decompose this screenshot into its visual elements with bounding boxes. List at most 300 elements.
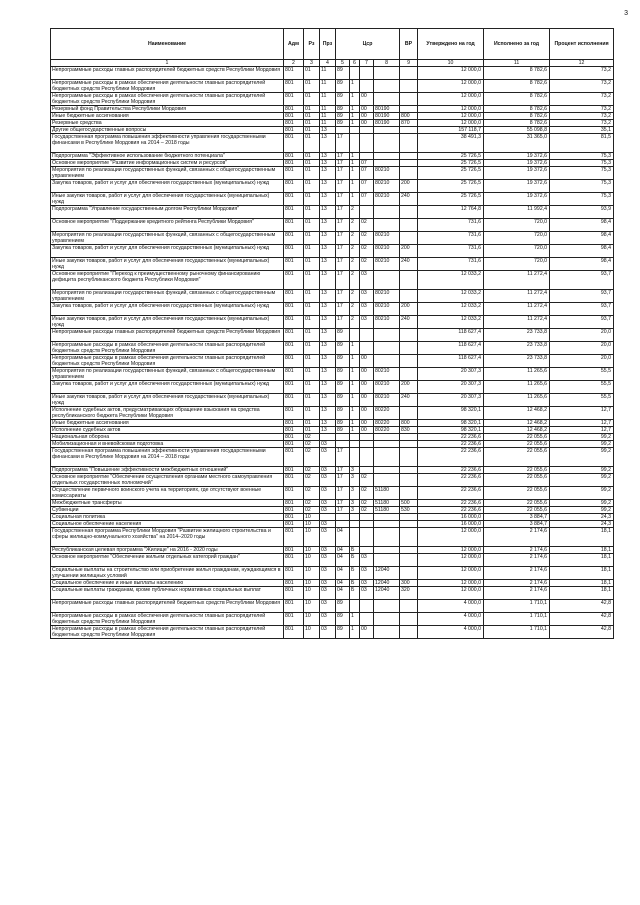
cell-adm: 801 [284, 180, 304, 193]
cell-csr-4 [374, 355, 400, 368]
cell-vr: 240 [400, 394, 418, 407]
table-row [51, 567, 614, 580]
cell-csr-3: 02 [360, 487, 374, 500]
cell-csr-2: 2 [350, 206, 360, 219]
cell-csr-4 [374, 127, 400, 134]
cell-prz: 03 [320, 500, 336, 507]
table-row [51, 407, 614, 420]
cell-approved: 4 000,0 [418, 626, 484, 639]
cell-percent: 24,3 [550, 521, 614, 528]
cell-name: Мероприятия по реализации государственных функций, связанных с общегосударственным управлением [51, 290, 284, 303]
cell-percent: 73,2 [550, 93, 614, 106]
cell-adm: 801 [284, 500, 304, 507]
cell-executed: 1 710,1 [484, 613, 550, 626]
cell-vr [400, 528, 418, 547]
cell-approved: 12 000,0 [418, 80, 484, 93]
cell-rz: 10 [304, 528, 320, 547]
cell-percent: 20,0 [550, 342, 614, 355]
cell-executed: 1 710,1 [484, 600, 550, 613]
cell-csr-1: 89 [336, 427, 350, 434]
cell-name: Национальная оборона [51, 434, 284, 441]
cell-csr-4: 80210 [374, 303, 400, 316]
cell-prz: 13 [320, 329, 336, 342]
cell-prz: 13 [320, 219, 336, 232]
cell-percent: 18,1 [550, 567, 614, 580]
cell-rz: 10 [304, 613, 320, 626]
header-vr: ВР [400, 29, 418, 60]
cell-approved: 25 726,5 [418, 160, 484, 167]
cell-name: Основное мероприятие "Переход к преимущественному рыночному финансированию дефицита республиканского бюджета Республики Мордовия" [51, 271, 284, 290]
cell-approved: 12 000,0 [418, 567, 484, 580]
cell-csr-3: 00 [360, 394, 374, 407]
cell-name: Закупка товаров, работ и услуг для обеспечения государственных (муниципальных) нужд [51, 303, 284, 316]
cell-vr [400, 127, 418, 134]
cell-percent: 42,8 [550, 600, 614, 613]
table-row [51, 120, 614, 127]
cell-rz: 02 [304, 467, 320, 474]
cell-csr-2: Б [350, 587, 360, 600]
table-row [51, 271, 614, 290]
cell-csr-1: 89 [336, 381, 350, 394]
cell-percent: 20,0 [550, 329, 614, 342]
table-row [51, 258, 614, 271]
cell-adm: 801 [284, 420, 304, 427]
cell-rz: 01 [304, 93, 320, 106]
cell-csr-2: 1 [350, 420, 360, 427]
cell-name: Осуществление первичного воинского учета на территориях, где отсутствуют военные комиссариаты [51, 487, 284, 500]
cell-prz: 03 [320, 613, 336, 626]
cell-executed: 22 055,6 [484, 507, 550, 514]
cell-name: Основное мероприятие "Поддержание кредитного рейтинга Республики Мордовия" [51, 219, 284, 232]
cell-rz: 10 [304, 580, 320, 587]
cell-prz: 03 [320, 448, 336, 467]
cell-csr-1: 17 [336, 271, 350, 290]
cell-csr-1 [336, 521, 350, 528]
table-row [51, 160, 614, 167]
cell-executed: 11 272,4 [484, 316, 550, 329]
cell-csr-4 [374, 219, 400, 232]
cell-percent: 12,7 [550, 407, 614, 420]
cell-approved: 22 236,6 [418, 507, 484, 514]
cell-csr-2: 1 [350, 427, 360, 434]
cell-csr-1: 89 [336, 355, 350, 368]
table-row [51, 303, 614, 316]
cell-name: Иные закупки товаров, работ и услуг для обеспечения государственных (муниципальных) нужд [51, 193, 284, 206]
cell-percent: 98,4 [550, 219, 614, 232]
cell-csr-4 [374, 434, 400, 441]
cell-csr-3 [360, 329, 374, 342]
cell-csr-4 [374, 600, 400, 613]
cell-vr [400, 106, 418, 113]
cell-csr-1: 17 [336, 258, 350, 271]
cell-adm: 801 [284, 303, 304, 316]
cell-csr-2: 1 [350, 153, 360, 160]
cell-prz: 03 [320, 487, 336, 500]
cell-vr [400, 521, 418, 528]
cell-prz: 13 [320, 355, 336, 368]
cell-executed: 2 174,6 [484, 554, 550, 567]
cell-vr: 800 [400, 113, 418, 120]
cell-percent: 75,3 [550, 180, 614, 193]
cell-csr-2: 1 [350, 80, 360, 93]
cell-percent: 99,2 [550, 467, 614, 474]
cell-csr-4 [374, 271, 400, 290]
cell-csr-4 [374, 448, 400, 467]
cell-csr-2: 2 [350, 316, 360, 329]
cell-csr-4: 80220 [374, 427, 400, 434]
cell-name: Мероприятия по реализации государственных функций, связанных с общегосударственным управлением [51, 232, 284, 245]
cell-rz: 10 [304, 547, 320, 554]
cell-rz: 10 [304, 600, 320, 613]
cell-executed: 19 372,6 [484, 153, 550, 160]
cell-executed: 22 055,6 [484, 500, 550, 507]
cell-percent: 35,1 [550, 127, 614, 134]
cell-csr-2: 3 [350, 507, 360, 514]
cell-csr-1: 04 [336, 547, 350, 554]
cell-csr-2: 1 [350, 93, 360, 106]
cell-rz: 10 [304, 567, 320, 580]
cell-approved: 12 000,0 [418, 587, 484, 600]
cell-csr-3 [360, 67, 374, 80]
table-row [51, 394, 614, 407]
cell-approved: 118 627,4 [418, 329, 484, 342]
cell-csr-1 [336, 441, 350, 448]
cell-csr-2 [350, 67, 360, 80]
cell-prz: 13 [320, 245, 336, 258]
cell-executed: 11 265,6 [484, 368, 550, 381]
cell-percent: 98,4 [550, 258, 614, 271]
cell-csr-4 [374, 474, 400, 487]
cell-csr-2 [350, 441, 360, 448]
cell-approved: 731,6 [418, 232, 484, 245]
cell-executed: 720,0 [484, 258, 550, 271]
cell-rz: 01 [304, 232, 320, 245]
cell-csr-1: 04 [336, 567, 350, 580]
cell-csr-4: 80210 [374, 232, 400, 245]
table-row [51, 193, 614, 206]
header-executed: Исполнено за год [484, 29, 550, 60]
cell-csr-4 [374, 514, 400, 521]
cell-adm: 801 [284, 467, 304, 474]
cell-adm: 801 [284, 474, 304, 487]
cell-adm: 801 [284, 528, 304, 547]
cell-approved: 22 236,6 [418, 434, 484, 441]
cell-prz: 13 [320, 420, 336, 427]
cell-csr-3 [360, 80, 374, 93]
cell-csr-4 [374, 93, 400, 106]
cell-csr-2: 1 [350, 368, 360, 381]
cell-percent: 73,2 [550, 113, 614, 120]
table-row [51, 434, 614, 441]
cell-rz: 02 [304, 507, 320, 514]
cell-csr-1: 89 [336, 106, 350, 113]
cell-csr-2 [350, 448, 360, 467]
cell-csr-4: 51180 [374, 500, 400, 507]
cell-name: Социальная политика [51, 514, 284, 521]
cell-approved: 12 000,0 [418, 580, 484, 587]
cell-percent: 12,7 [550, 427, 614, 434]
cell-csr-2: 1 [350, 613, 360, 626]
cell-name: Непрограммные расходы в рамках обеспечения деятельности главных распорядителей бюджетных средств Республики Мордовия [51, 342, 284, 355]
cell-name: Исполнение судебных актов [51, 427, 284, 434]
cell-prz: 13 [320, 180, 336, 193]
cell-name: Непрограммные расходы в рамках обеспечения деятельности главных распорядителей бюджетных средств Республики Мордовия [51, 80, 284, 93]
cell-vr [400, 160, 418, 167]
cell-adm: 801 [284, 626, 304, 639]
cell-prz: 13 [320, 153, 336, 160]
table-row [51, 153, 614, 160]
cell-csr-2: 2 [350, 290, 360, 303]
cell-csr-3: 00 [360, 355, 374, 368]
cell-adm: 801 [284, 448, 304, 467]
cell-percent: 75,3 [550, 193, 614, 206]
cell-prz: 03 [320, 580, 336, 587]
cell-executed: 22 055,6 [484, 474, 550, 487]
cell-csr-2 [350, 600, 360, 613]
cell-csr-2: Б [350, 567, 360, 580]
cell-csr-3: 02 [360, 219, 374, 232]
cell-approved: 12 000,0 [418, 67, 484, 80]
cell-csr-1: 17 [336, 474, 350, 487]
cell-csr-4 [374, 342, 400, 355]
cell-approved: 4 000,0 [418, 613, 484, 626]
cell-csr-2: 1 [350, 113, 360, 120]
cell-csr-4: 80210 [374, 167, 400, 180]
cell-approved: 118 627,4 [418, 355, 484, 368]
cell-csr-3: 00 [360, 368, 374, 381]
cell-adm: 801 [284, 567, 304, 580]
cell-rz: 01 [304, 420, 320, 427]
column-number-cell: 9 [400, 60, 418, 67]
cell-approved: 98 320,1 [418, 427, 484, 434]
cell-name: Подпрограмма "Эффективное использование бюджетного потенциала" [51, 153, 284, 160]
column-number-row [51, 60, 614, 67]
cell-executed: 19 372,6 [484, 193, 550, 206]
cell-csr-4: 80210 [374, 258, 400, 271]
cell-csr-4 [374, 67, 400, 80]
cell-adm: 801 [284, 381, 304, 394]
cell-csr-4 [374, 441, 400, 448]
cell-rz: 10 [304, 514, 320, 521]
table-row [51, 626, 614, 639]
cell-vr [400, 134, 418, 153]
cell-approved: 4 000,0 [418, 600, 484, 613]
cell-percent: 73,2 [550, 67, 614, 80]
cell-csr-1: 89 [336, 394, 350, 407]
cell-prz: 03 [320, 507, 336, 514]
cell-csr-3: 00 [360, 427, 374, 434]
cell-prz: 11 [320, 93, 336, 106]
cell-csr-4: 80220 [374, 407, 400, 420]
header-prz: Прз [320, 29, 336, 60]
table-row [51, 521, 614, 528]
cell-executed: 22 055,6 [484, 487, 550, 500]
cell-prz: 03 [320, 547, 336, 554]
cell-percent: 73,2 [550, 120, 614, 127]
cell-rz: 01 [304, 394, 320, 407]
cell-executed: 22 055,6 [484, 467, 550, 474]
cell-adm: 801 [284, 134, 304, 153]
cell-executed: 31 365,0 [484, 134, 550, 153]
cell-name: Основное мероприятие "Обеспечение осуществления органами местного самоуправления отдельных государственных полномочий" [51, 474, 284, 487]
table-row [51, 316, 614, 329]
cell-prz: 13 [320, 167, 336, 180]
cell-percent: 73,2 [550, 80, 614, 93]
cell-approved: 12 033,2 [418, 316, 484, 329]
cell-percent: 99,2 [550, 441, 614, 448]
cell-approved: 12 000,0 [418, 528, 484, 547]
cell-rz: 01 [304, 134, 320, 153]
header-approved: Утверждено на год [418, 29, 484, 60]
cell-adm: 801 [284, 113, 304, 120]
cell-percent: 55,5 [550, 368, 614, 381]
cell-csr-1: 89 [336, 80, 350, 93]
cell-rz: 02 [304, 474, 320, 487]
cell-prz: 11 [320, 106, 336, 113]
table-row [51, 448, 614, 467]
cell-percent: 93,9 [550, 206, 614, 219]
cell-csr-3: 00 [360, 626, 374, 639]
cell-vr [400, 474, 418, 487]
cell-name: Закупка товаров, работ и услуг для обеспечения государственных (муниципальных) нужд [51, 381, 284, 394]
cell-approved: 38 491,3 [418, 134, 484, 153]
cell-vr [400, 547, 418, 554]
cell-csr-4 [374, 554, 400, 567]
cell-name: Непрограммные расходы в рамках обеспечения деятельности главных распорядителей бюджетных средств Республики Мордовия [51, 93, 284, 106]
cell-percent: 93,7 [550, 271, 614, 290]
cell-approved: 12 000,0 [418, 554, 484, 567]
header-rz: Рз [304, 29, 320, 60]
cell-name: Закупка товаров, работ и услуг для обеспечения государственных (муниципальных) нужд [51, 180, 284, 193]
table-row [51, 528, 614, 547]
header-row [51, 29, 614, 60]
table-row [51, 474, 614, 487]
cell-vr [400, 487, 418, 500]
cell-rz: 01 [304, 329, 320, 342]
cell-adm: 801 [284, 206, 304, 219]
table-row [51, 427, 614, 434]
cell-executed: 11 272,4 [484, 303, 550, 316]
cell-vr: 240 [400, 258, 418, 271]
cell-executed: 19 372,6 [484, 160, 550, 167]
budget-table-container [50, 28, 613, 639]
cell-csr-3: 07 [360, 180, 374, 193]
cell-name: Социальные выплаты гражданам, кроме публичных нормативных социальных выплат [51, 587, 284, 600]
cell-name: Иные бюджетные ассигнования [51, 113, 284, 120]
cell-csr-1: 17 [336, 507, 350, 514]
cell-name: Исполнение судебных актов, предусматривающих обращение взыскания на средства республиканского бюджета Республики Мордовия [51, 407, 284, 420]
cell-csr-4: 80210 [374, 245, 400, 258]
cell-prz [320, 434, 336, 441]
column-number-cell: 7 [360, 60, 374, 67]
table-row [51, 547, 614, 554]
cell-csr-4: 80210 [374, 394, 400, 407]
cell-prz: 13 [320, 368, 336, 381]
cell-approved: 118 627,4 [418, 342, 484, 355]
cell-csr-4 [374, 613, 400, 626]
table-row [51, 232, 614, 245]
cell-rz: 01 [304, 67, 320, 80]
cell-rz: 01 [304, 127, 320, 134]
cell-csr-1: 17 [336, 167, 350, 180]
cell-executed: 720,0 [484, 245, 550, 258]
cell-rz: 10 [304, 521, 320, 528]
cell-executed: 8 782,6 [484, 120, 550, 127]
cell-approved: 98 320,1 [418, 407, 484, 420]
cell-adm: 801 [284, 106, 304, 113]
cell-csr-1: 04 [336, 580, 350, 587]
cell-csr-3: 00 [360, 407, 374, 420]
cell-adm: 801 [284, 160, 304, 167]
cell-prz: 03 [320, 587, 336, 600]
cell-csr-1: 89 [336, 368, 350, 381]
cell-percent: 99,2 [550, 448, 614, 467]
column-number-cell: 11 [484, 60, 550, 67]
cell-vr [400, 67, 418, 80]
cell-name: Субвенции [51, 507, 284, 514]
cell-approved: 12 764,8 [418, 206, 484, 219]
cell-csr-2 [350, 514, 360, 521]
cell-csr-2: 1 [350, 342, 360, 355]
table-row [51, 587, 614, 600]
column-number-cell: 1 [51, 60, 284, 67]
cell-percent: 42,8 [550, 626, 614, 639]
cell-csr-2: 1 [350, 407, 360, 420]
cell-csr-2: 1 [350, 381, 360, 394]
cell-csr-3: 03 [360, 316, 374, 329]
cell-prz [320, 514, 336, 521]
cell-adm: 801 [284, 329, 304, 342]
cell-csr-3 [360, 514, 374, 521]
column-number-cell: 5 [336, 60, 350, 67]
cell-csr-3 [360, 613, 374, 626]
table-row [51, 487, 614, 500]
cell-name: Резервные средства [51, 120, 284, 127]
cell-name: Государственная программа повышения эффективности управления государственными финансами в Республике Мордовия на 2014 – 2018 годы [51, 134, 284, 153]
cell-approved: 12 000,0 [418, 93, 484, 106]
cell-rz: 01 [304, 206, 320, 219]
cell-percent: 99,2 [550, 500, 614, 507]
cell-prz: 03 [320, 467, 336, 474]
cell-approved: 22 236,6 [418, 500, 484, 507]
cell-executed: 720,0 [484, 219, 550, 232]
cell-rz: 01 [304, 342, 320, 355]
cell-prz: 11 [320, 80, 336, 93]
cell-approved: 25 726,5 [418, 180, 484, 193]
cell-approved: 12 000,0 [418, 120, 484, 127]
cell-approved: 16 000,0 [418, 514, 484, 521]
cell-name: Социальные выплаты на строительство или приобретение жилья гражданам, нуждающимся в улучшении жилищных условий [51, 567, 284, 580]
cell-csr-3: 03 [360, 554, 374, 567]
cell-csr-3: 00 [360, 113, 374, 120]
cell-rz: 02 [304, 487, 320, 500]
cell-rz: 01 [304, 368, 320, 381]
cell-csr-2: 1 [350, 626, 360, 639]
cell-csr-4: 51180 [374, 487, 400, 500]
cell-prz: 13 [320, 206, 336, 219]
cell-rz: 01 [304, 355, 320, 368]
cell-csr-3 [360, 441, 374, 448]
cell-csr-4: 80210 [374, 368, 400, 381]
cell-approved: 22 236,6 [418, 467, 484, 474]
cell-csr-1: 04 [336, 528, 350, 547]
cell-name: Основное мероприятие "Обеспечение жильем отдельных категорий граждан" [51, 554, 284, 567]
cell-rz: 01 [304, 271, 320, 290]
cell-csr-1: 17 [336, 193, 350, 206]
cell-executed: 8 782,6 [484, 67, 550, 80]
cell-vr: 240 [400, 193, 418, 206]
cell-csr-2: Б [350, 580, 360, 587]
